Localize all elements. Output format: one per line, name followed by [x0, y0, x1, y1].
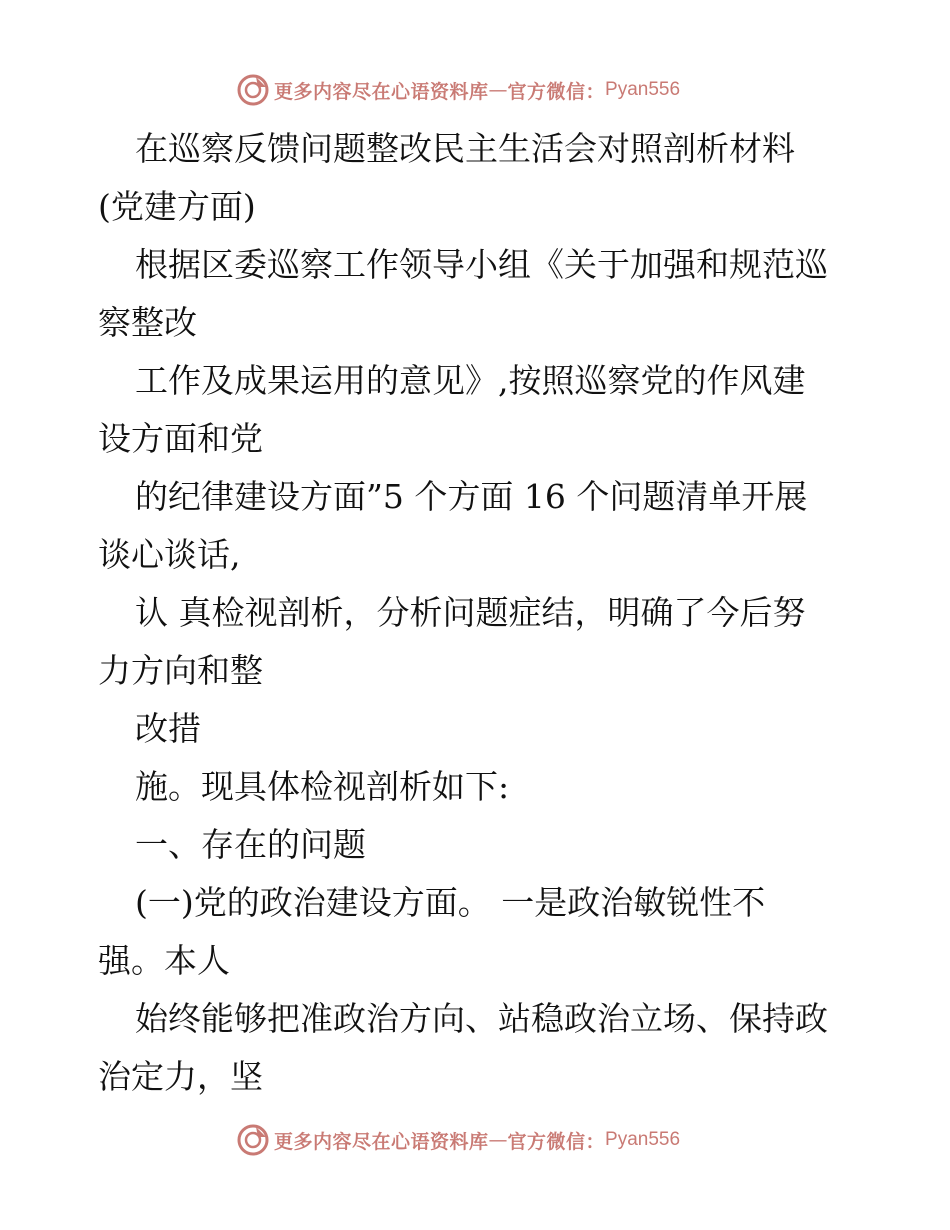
paragraph-line: 改措 [135, 709, 201, 748]
header-watermark [236, 72, 680, 108]
paragraph-line: 察整改 [98, 303, 197, 342]
paragraph-line: 谈心谈话, [98, 535, 241, 574]
paragraph-line: 治定力，坚 [98, 1057, 263, 1096]
paragraph-line: 施。现具体检视剖析如下: [135, 767, 510, 806]
paragraph-line: 根据区委巡察工作领导小组《关于加强和规范巡 [135, 245, 828, 284]
subsection-line: (一)党的政治建设方面。 一是政治敏锐性不 [135, 883, 766, 922]
watermark-id: Pyan556 [605, 1129, 681, 1150]
watermark-brand: 更多内容尽在心语资料库 [274, 80, 489, 103]
brand-logo-icon [236, 73, 270, 107]
document-title-line: (党建方面) [98, 187, 256, 226]
brand-logo-icon [236, 1123, 270, 1157]
watermark-label: 官方微信： [507, 80, 606, 103]
paragraph-line: 力方向和整 [98, 651, 263, 690]
paragraph-line: 强。本人 [98, 941, 230, 980]
footer-watermark [236, 1122, 680, 1158]
watermark-label: 官方微信： [507, 1130, 606, 1153]
watermark-id: Pyan556 [605, 79, 681, 100]
document-body [98, 120, 858, 1106]
watermark-brand: 更多内容尽在心语资料库 [274, 1130, 489, 1153]
paragraph-line: 设方面和党 [98, 419, 263, 458]
watermark-separator: — [488, 1129, 508, 1151]
section-heading: 一、存在的问题 [135, 825, 366, 864]
paragraph-line: 认 真检视剖析，分析问题症结，明确了今后努 [135, 593, 806, 632]
paragraph-line: 的纪律建设方面”5 个方面 16 个问题清单开展 [135, 477, 808, 516]
watermark-separator: — [488, 79, 508, 101]
document-title-line: 在巡察反馈问题整改民主生活会对照剖析材料 [135, 129, 795, 168]
paragraph-line: 工作及成果运用的意见》,按照巡察党的作风建 [135, 361, 806, 400]
paragraph-line: 始终能够把准政治方向、站稳政治立场、保持政 [135, 999, 828, 1038]
